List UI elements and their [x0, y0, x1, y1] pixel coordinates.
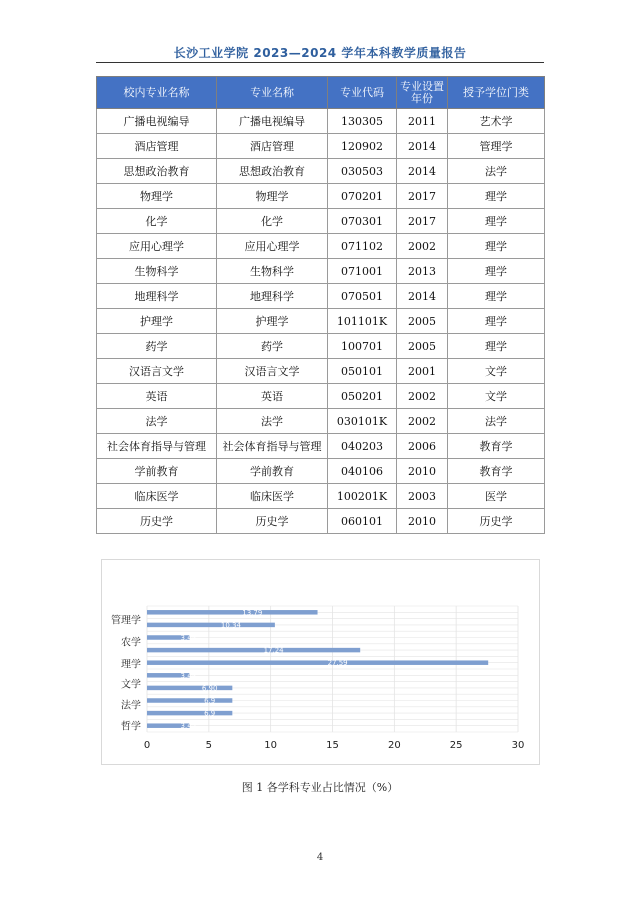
col-header-major-code: 专业代码: [328, 77, 397, 109]
cell-setup-year: 2002: [397, 234, 448, 259]
cell-major-code: 070501: [328, 284, 397, 309]
bar-value-label: 13.79: [242, 608, 263, 617]
col-header-major-name: 专业名称: [217, 77, 328, 109]
bar: [147, 711, 232, 716]
bar: [147, 610, 318, 615]
header-divider: [96, 62, 544, 63]
y-category-label: 哲学: [121, 721, 141, 733]
table-row: [97, 434, 545, 459]
x-tick-label: 15: [326, 740, 339, 751]
x-tick-label: 5: [205, 740, 213, 751]
bar: [147, 623, 275, 628]
bar: [147, 686, 232, 691]
cell-degree-category: 理学: [448, 184, 545, 209]
bar: [147, 648, 360, 653]
cell-school-major: 社会体育指导与管理: [97, 434, 217, 459]
cell-degree-category: 历史学: [448, 509, 545, 534]
cell-setup-year: 2014: [397, 159, 448, 184]
cell-degree-category: 管理学: [448, 134, 545, 159]
cell-major-code: 060101: [328, 509, 397, 534]
y-category-label: 管理学: [111, 615, 141, 627]
cell-major-code: 130305: [328, 109, 397, 134]
majors-table: [96, 76, 545, 534]
cell-major-code: 071102: [328, 234, 397, 259]
cell-degree-category: 艺术学: [448, 109, 545, 134]
cell-setup-year: 2003: [397, 484, 448, 509]
y-category-label: 法学: [121, 700, 141, 712]
cell-major-code: 120902: [328, 134, 397, 159]
page-number: 4: [316, 852, 324, 863]
cell-setup-year: 2006: [397, 434, 448, 459]
cell-major-code: 100201K: [328, 484, 397, 509]
cell-setup-year: 2011: [397, 109, 448, 134]
cell-school-major: 护理学: [97, 309, 217, 334]
cell-setup-year: 2014: [397, 134, 448, 159]
col-header-school-major: 校内专业名称: [97, 77, 217, 109]
cell-school-major: 思想政治教育: [97, 159, 217, 184]
cell-setup-year: 2001: [397, 359, 448, 384]
cell-major-name: 化学: [217, 209, 328, 234]
x-tick-label: 25: [449, 740, 463, 751]
table-row: [97, 134, 545, 159]
bar-value-label: 10.34: [220, 621, 241, 630]
bar-value-label: 6.9: [204, 709, 216, 718]
cell-major-code: 071001: [328, 259, 397, 284]
cell-major-name: 应用心理学: [217, 234, 328, 259]
cell-setup-year: 2013: [397, 259, 448, 284]
cell-setup-year: 2010: [397, 509, 448, 534]
table-body: [97, 109, 545, 534]
cell-setup-year: 2010: [397, 459, 448, 484]
report-header-title: 长沙工业学院 2023—2024 学年本科教学质量报告: [173, 46, 467, 60]
bar-value-label: 6.9: [204, 697, 216, 705]
cell-degree-category: 法学: [448, 159, 545, 184]
y-category-label: 农学: [121, 637, 141, 649]
cell-school-major: 酒店管理: [97, 134, 217, 159]
cell-major-name: 临床医学: [217, 484, 328, 509]
cell-setup-year: 2005: [397, 334, 448, 359]
cell-school-major: 汉语言文学: [97, 359, 217, 384]
cell-major-name: 社会体育指导与管理: [217, 434, 328, 459]
cell-major-name: 广播电视编导: [217, 109, 328, 134]
cell-school-major: 药学: [97, 334, 217, 359]
cell-major-code: 050201: [328, 384, 397, 409]
x-tick-label: 20: [387, 740, 401, 751]
cell-major-name: 药学: [217, 334, 328, 359]
bar-value-label: 27.59: [327, 659, 348, 668]
cell-setup-year: 2002: [397, 384, 448, 409]
cell-degree-category: 理学: [448, 209, 545, 234]
cell-degree-category: 理学: [448, 259, 545, 284]
cell-setup-year: 2017: [397, 209, 448, 234]
cell-school-major: 广播电视编导: [97, 109, 217, 134]
cell-school-major: 历史学: [97, 509, 217, 534]
table-row: [97, 234, 545, 259]
cell-major-name: 学前教育: [217, 459, 328, 484]
cell-degree-category: 教育学: [448, 459, 545, 484]
cell-major-name: 酒店管理: [217, 134, 328, 159]
table-row: [97, 459, 545, 484]
cell-setup-year: 2017: [397, 184, 448, 209]
cell-major-code: 030101K: [328, 409, 397, 434]
x-tick-label: 0: [143, 740, 151, 751]
y-category-label: 文学: [121, 679, 141, 691]
table-row: [97, 109, 545, 134]
cell-school-major: 英语: [97, 384, 217, 409]
cell-degree-category: 医学: [448, 484, 545, 509]
cell-setup-year: 2014: [397, 284, 448, 309]
table-row: [97, 334, 545, 359]
cell-school-major: 法学: [97, 409, 217, 434]
cell-school-major: 地理科学: [97, 284, 217, 309]
cell-degree-category: 理学: [448, 284, 545, 309]
bar-value-label: 6.90: [201, 684, 218, 693]
bar-value-label: 17.24: [263, 646, 284, 655]
cell-major-name: 历史学: [217, 509, 328, 534]
figure-caption: 图 1 各学科专业占比情况（%）: [241, 781, 399, 794]
bar: [147, 659, 488, 668]
table-row: [97, 359, 545, 384]
cell-school-major: 物理学: [97, 184, 217, 209]
cell-school-major: 化学: [97, 209, 217, 234]
cell-major-code: 070201: [328, 184, 397, 209]
cell-major-name: 汉语言文学: [217, 359, 328, 384]
table-row: [97, 509, 545, 534]
cell-setup-year: 2005: [397, 309, 448, 334]
table-row: [97, 409, 545, 434]
cell-school-major: 学前教育: [97, 459, 217, 484]
col-header-degree-category: 授予学位门类: [448, 77, 545, 109]
chart-canvas: [102, 560, 539, 764]
cell-degree-category: 教育学: [448, 434, 545, 459]
bar: [147, 698, 232, 703]
table-row: [97, 484, 545, 509]
bar-value-label: 3.45: [180, 671, 197, 680]
table-row: [97, 184, 545, 209]
x-tick-label: 30: [511, 740, 525, 751]
cell-degree-category: 理学: [448, 234, 545, 259]
table-header-row: [97, 77, 545, 109]
table-row: [97, 209, 545, 234]
cell-major-name: 思想政治教育: [217, 159, 328, 184]
cell-degree-category: 理学: [448, 309, 545, 334]
cell-school-major: 应用心理学: [97, 234, 217, 259]
cell-degree-category: 文学: [448, 359, 545, 384]
col-header-setup-year: 专业设置年份: [397, 77, 448, 109]
cell-degree-category: 文学: [448, 384, 545, 409]
cell-major-code: 100701: [328, 334, 397, 359]
cell-school-major: 生物科学: [97, 259, 217, 284]
cell-degree-category: 法学: [448, 409, 545, 434]
cell-major-code: 070301: [328, 209, 397, 234]
bar-value-label: 3.45: [180, 634, 197, 642]
table-row: [97, 284, 545, 309]
cell-major-name: 物理学: [217, 184, 328, 209]
discipline-chart: [101, 559, 540, 765]
cell-major-name: 英语: [217, 384, 328, 409]
cell-major-code: 030503: [328, 159, 397, 184]
cell-major-name: 护理学: [217, 309, 328, 334]
y-category-label: 理学: [121, 659, 141, 671]
table-row: [97, 384, 545, 409]
cell-major-code: 101101K: [328, 309, 397, 334]
table-row: [97, 259, 545, 284]
cell-major-name: 法学: [217, 409, 328, 434]
table-row: [97, 309, 545, 334]
cell-major-code: 050101: [328, 359, 397, 384]
bar-value-label: 3.45: [180, 722, 197, 731]
table-row: [97, 159, 545, 184]
cell-major-name: 地理科学: [217, 284, 328, 309]
cell-setup-year: 2002: [397, 409, 448, 434]
cell-school-major: 临床医学: [97, 484, 217, 509]
cell-major-name: 生物科学: [217, 259, 328, 284]
cell-major-code: 040203: [328, 434, 397, 459]
cell-major-code: 040106: [328, 459, 397, 484]
x-tick-label: 10: [264, 740, 278, 751]
cell-degree-category: 理学: [448, 334, 545, 359]
